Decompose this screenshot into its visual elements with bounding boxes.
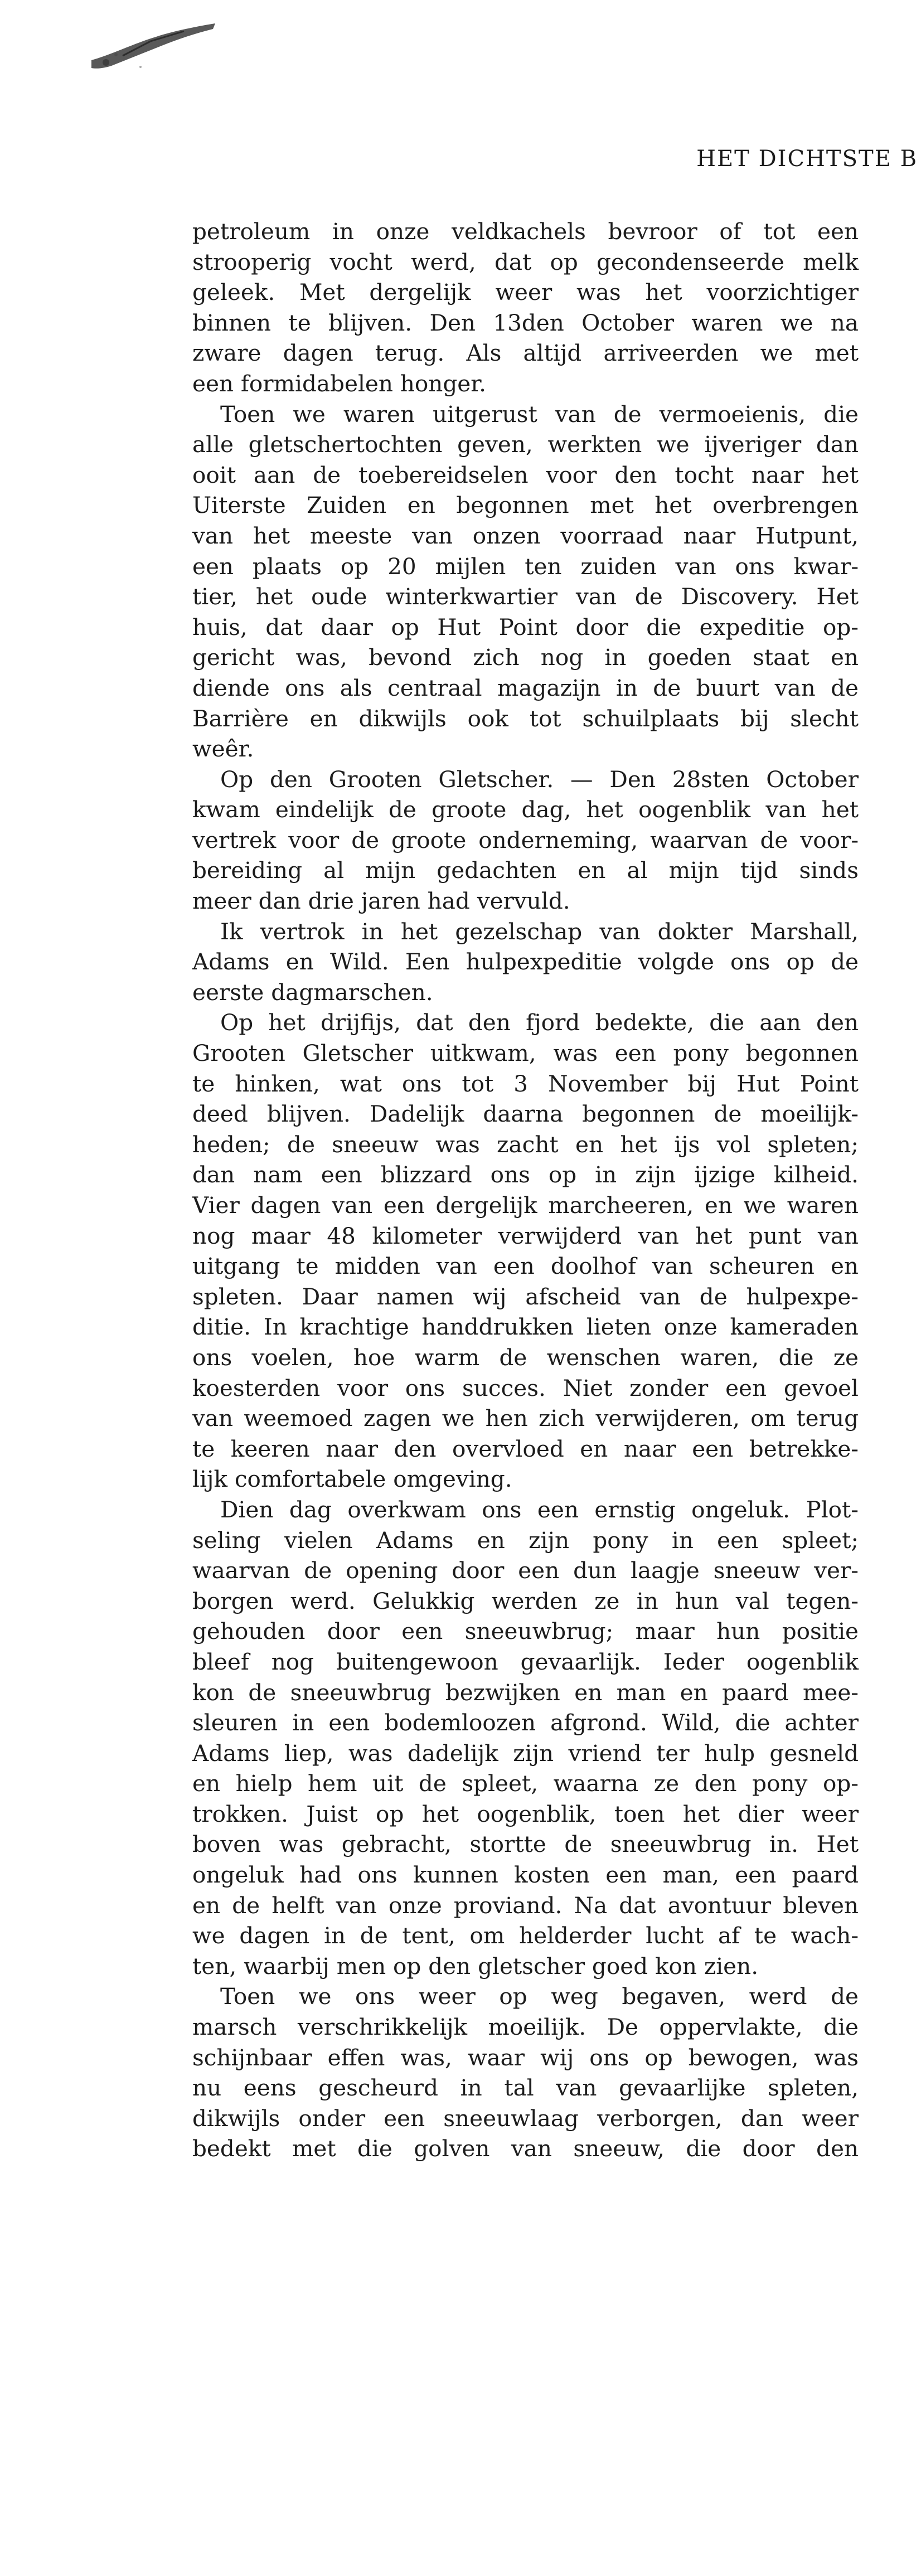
- text-line: boven was gebracht, stortte de sneeuwbrug in. Het: [192, 1831, 859, 1858]
- text-line: zware dagen terug. Als altijd arriveerden we met: [192, 339, 859, 367]
- text-line: ditie. In krachtige handdrukken lieten onze kameraden: [192, 1313, 859, 1341]
- text-line: uitgang te midden van een doolhof van scheuren en: [192, 1253, 859, 1280]
- text-line: petroleum in onze veldkachels bevroor of tot een: [192, 218, 859, 245]
- text-line: Adams en Wild. Een hulpexpeditie volgde ons op de: [192, 948, 859, 976]
- text-line: heden; de sneeuw was zacht en het ijs vol spleten;: [192, 1131, 859, 1158]
- text-line: Grooten Gletscher uitkwam, was een pony begonnen: [192, 1040, 859, 1067]
- text-line: Op het drijfijs, dat den fjord bedekte, die aan den: [220, 1009, 859, 1036]
- text-line: bedekt met die golven van sneeuw, die door den: [192, 2135, 859, 2162]
- text-line: nog maar 48 kilometer verwijderd van het punt van: [192, 1222, 859, 1249]
- text-line: kwam eindelijk de groote dag, het oogenblik van het: [192, 796, 859, 823]
- text-line: trokken. Juist op het oogenblik, toen het dier weer: [192, 1800, 859, 1827]
- text-line: en hielp hem uit de spleet, waarna ze den pony op-: [192, 1770, 859, 1797]
- text-line: Ik vertrok in het gezelschap van dokter Marshall,: [220, 918, 859, 945]
- text-line: geleek. Met dergelijk weer was het voorzichtiger: [192, 279, 859, 306]
- text-line: binnen te blijven. Den 13den October waren we na: [192, 309, 859, 336]
- text-line: Adams liep, was dadelijk zijn vriend ter hulp gesneld: [192, 1739, 859, 1767]
- text-line: Op den Grooten Gletscher. — Den 28sten October: [220, 765, 859, 793]
- text-line: kon de sneeuwbrug bezwijken en man en paard mee-: [192, 1678, 859, 1706]
- text-line: gericht was, bevond zich nog in goeden staat en: [192, 644, 859, 671]
- text-line: van weemoed zagen we hen zich verwijderen, om terug: [192, 1405, 859, 1432]
- paragraph: [192, 1495, 859, 1982]
- running-head: HET DICHTSTE B: [696, 146, 918, 172]
- text-line: deed blijven. Dadelijk daarna begonnen de moeilijk-: [192, 1100, 859, 1128]
- body-text: [192, 216, 859, 2164]
- text-line: Uiterste Zuiden en begonnen met het overbrengen: [192, 492, 859, 519]
- paragraph: [192, 764, 859, 916]
- text-line: van het meeste van onzen voorraad naar Hutpunt,: [192, 522, 859, 549]
- text-line: waarvan de opening door een dun laagje sneeuw ver-: [192, 1557, 859, 1584]
- paragraph: [192, 1981, 859, 2164]
- text-line: Barrière en dikwijls ook tot schuilplaats bij slecht: [192, 705, 859, 732]
- text-line: strooperig vocht werd, dat op gecondenseerde melk: [192, 248, 859, 275]
- text-line: marsch verschrikkelijk moeilijk. De oppervlakte, die: [192, 2014, 859, 2041]
- text-line: ons voelen, hoe warm de wenschen waren, die ze: [192, 1343, 859, 1371]
- text-line: lijk comfortabele omgeving.: [192, 1466, 512, 1493]
- text-line: tier, het oude winterkwartier van de Discovery. Het: [192, 583, 859, 610]
- text-line: vertrek voor de groote onderneming, waarvan de voor-: [192, 826, 859, 853]
- text-line: borgen werd. Gelukkig werden ze in hun val tegen-: [192, 1587, 859, 1614]
- paragraph: [192, 399, 859, 764]
- text-line: we dagen in de tent, om helderder lucht af te wach-: [192, 1922, 859, 1949]
- text-line: Dien dag overkwam ons een ernstig ongeluk. Plot-: [220, 1496, 859, 1523]
- text-line: Toen we ons weer op weg begaven, werd de: [220, 1983, 859, 2010]
- paragraph: [192, 1007, 859, 1495]
- text-line: koesterden voor ons succes. Niet zonder een gevoel: [192, 1374, 859, 1401]
- ink-smudge-mark: [89, 21, 217, 71]
- text-line: eerste dagmarschen.: [192, 978, 433, 1006]
- text-line: en de helft van onze proviand. Na dat avontuur bleven: [192, 1891, 859, 1919]
- text-line: huis, dat daar op Hut Point door die expeditie op-: [192, 613, 859, 641]
- text-line: spleten. Daar namen wij afscheid van de hulpexpe-: [192, 1283, 859, 1310]
- text-line: te keeren naar den overvloed en naar een betrekke-: [192, 1435, 859, 1462]
- text-line: bereiding al mijn gedachten en al mijn tijd sinds: [192, 857, 859, 884]
- text-line: sleuren in een bodemloozen afgrond. Wild, die achter: [192, 1709, 859, 1736]
- text-line: weêr.: [192, 735, 254, 763]
- text-line: bleef nog buitengewoon gevaarlijk. Ieder oogenblik: [192, 1648, 859, 1675]
- text-line: nu eens gescheurd in tal van gevaarlijke spleten,: [192, 2074, 859, 2102]
- text-line: dan nam een blizzard ons op in zijn ijzige kilheid.: [192, 1161, 859, 1188]
- paragraph: [192, 916, 859, 1008]
- text-line: te hinken, wat ons tot 3 November bij Hut Point: [192, 1070, 859, 1097]
- text-line: een plaats op 20 mijlen ten zuiden van ons kwar-: [192, 552, 859, 580]
- text-line: een formidabelen honger.: [192, 370, 487, 397]
- text-line: ooit aan de toebereidselen voor den tocht naar het: [192, 461, 859, 488]
- text-line: seling vielen Adams en zijn pony in een spleet;: [192, 1526, 859, 1554]
- text-line: Toen we waren uitgerust van de vermoeienis, die: [220, 400, 859, 428]
- text-line: dikwijls onder een sneeuwlaag verborgen, dan weer: [192, 2104, 859, 2132]
- text-line: gehouden door een sneeuwbrug; maar hun positie: [192, 1618, 859, 1645]
- text-line: ongeluk had ons kunnen kosten een man, een paard: [192, 1861, 859, 1889]
- text-line: ten, waarbij men op den gletscher goed kon zien.: [192, 1952, 759, 1980]
- text-line: schijnbaar effen was, waar wij ons op bewogen, was: [192, 2044, 859, 2071]
- text-line: Vier dagen van een dergelijk marcheeren, en we waren: [192, 1192, 859, 1219]
- paragraph: [192, 216, 859, 399]
- text-line: alle gletschertochten geven, werkten we ijveriger dan: [192, 431, 859, 458]
- text-line: meer dan drie jaren had vervuld.: [192, 887, 570, 915]
- text-line: diende ons als centraal magazijn in de buurt van de: [192, 674, 859, 701]
